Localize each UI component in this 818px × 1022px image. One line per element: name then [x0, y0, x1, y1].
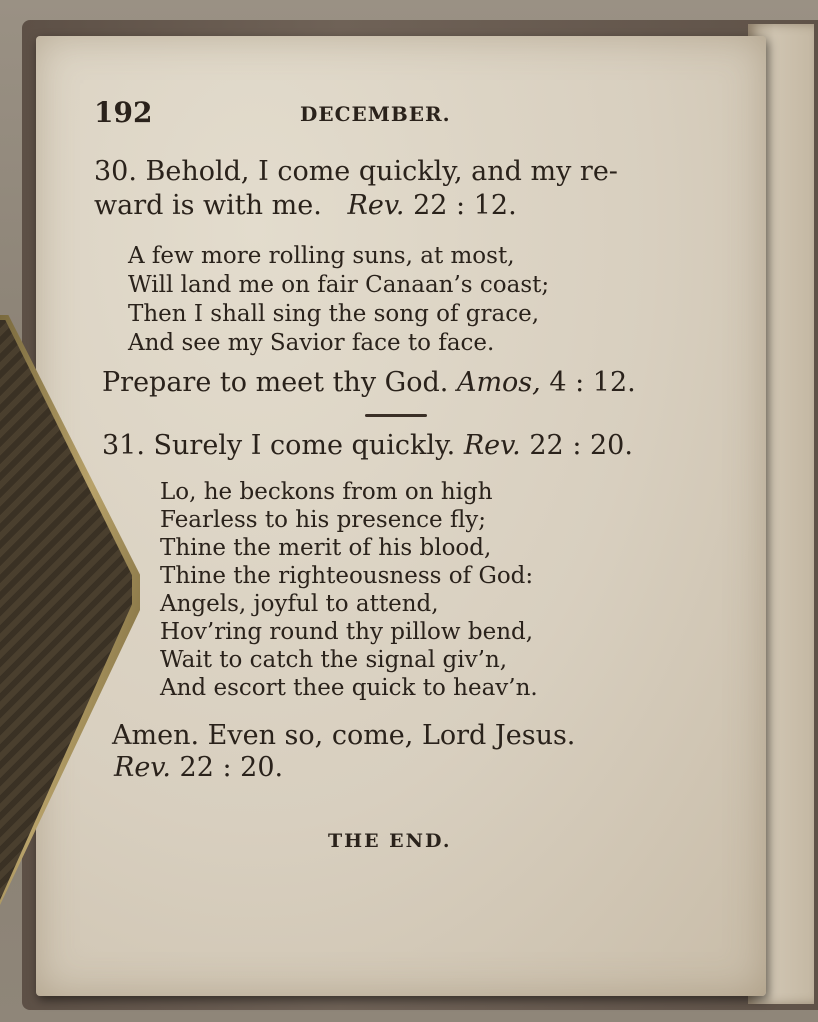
- closing-verse-30: [102, 367, 636, 398]
- poem-30: [128, 242, 549, 358]
- verse-30-ref-num: 22 : 12.: [413, 190, 517, 221]
- poem-31-line: Thine the merit of his blood,: [160, 535, 492, 561]
- verse-30-line-1: 30. Behold, I come quickly, and my re-: [94, 156, 618, 187]
- poem-30-line: Then I shall sing the song of grace,: [128, 301, 540, 327]
- poem-31-line: Thine the righteousness of God:: [160, 563, 534, 589]
- poem-30-line: A few more rolling suns, at most,: [128, 243, 515, 269]
- closing-verse-31-line-1: Amen. Even so, come, Lord Jesus.: [112, 720, 576, 751]
- verse-31-ref-book: Rev.: [463, 430, 521, 461]
- verse-31-ref-num: 22 : 20.: [529, 430, 633, 461]
- poem-31-line: And escort thee quick to heav’n.: [160, 675, 538, 701]
- poem-31-line: Lo, he beckons from on high: [160, 479, 493, 505]
- section-divider: [365, 414, 427, 417]
- poem-31-line: Angels, joyful to attend,: [160, 591, 439, 617]
- closing-verse-30-ref-book: Amos,: [456, 367, 541, 398]
- verse-30-line-2: [94, 190, 517, 221]
- closing-verse-31-ref: [114, 752, 283, 783]
- verse-31-text: 31. Surely I come quickly.: [102, 430, 456, 461]
- closing-verse-30-ref-num: 4 : 12.: [549, 367, 636, 398]
- poem-31: [160, 478, 538, 702]
- closing-verse-30-text: Prepare to meet thy God.: [102, 367, 449, 398]
- page-heading: DECEMBER.: [300, 102, 451, 126]
- verse-30-line-2-text: ward is with me.: [94, 190, 322, 221]
- page-number: 192: [94, 96, 153, 129]
- verse-30-ref-book: Rev.: [347, 190, 405, 221]
- verse-31-line: [102, 430, 633, 461]
- poem-31-line: Fearless to his presence fly;: [160, 507, 487, 533]
- closing-verse-31-ref-num: 22 : 20.: [179, 752, 284, 783]
- poem-30-line: And see my Savior face to face.: [128, 330, 495, 356]
- poem-31-line: Hov’ring round thy pillow bend,: [160, 619, 534, 645]
- closing-verse-31-ref-book: Rev.: [114, 752, 171, 783]
- poem-31-line: Wait to catch the signal giv’n,: [160, 647, 508, 673]
- the-end-label: THE END.: [328, 830, 452, 852]
- poem-30-line: Will land me on fair Canaan’s coast;: [128, 272, 550, 298]
